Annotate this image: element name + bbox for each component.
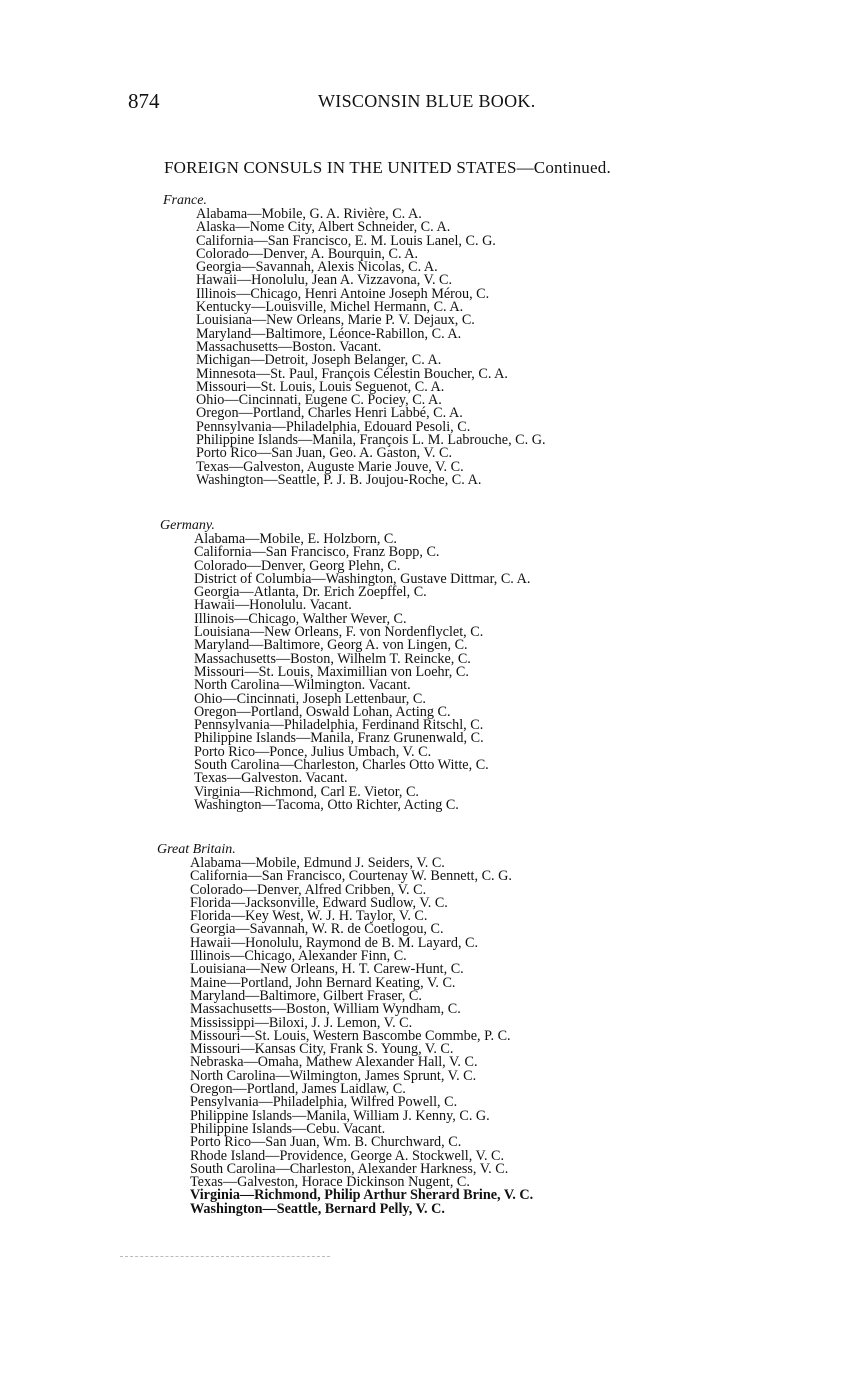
consul-entry: North Carolina—Wilmington. Vacant. [194, 677, 411, 694]
consul-entry: Massachusetts—Boston. Vacant. [196, 338, 382, 355]
consul-entry: Nebraska—Omaha, Mathew Alexander Hall, V. C. [190, 1054, 478, 1071]
consul-entry: Washington—Seattle, P. J. B. Joujou-Roche, C. A. [196, 471, 482, 488]
consul-entry: Pennsylvania—Philadelphia, Ferdinand Ritschl, C. [194, 717, 484, 734]
consul-entry: California—San Francisco, Franz Bopp, C. [194, 544, 440, 561]
consul-entry: Pennsylvania—Philadelphia, Edouard Pesoli, C. [196, 418, 471, 435]
consul-entry: Pensylvania—Philadelphia, Wilfred Powell, C. [190, 1094, 458, 1111]
running-head: WISCONSIN BLUE BOOK. [318, 91, 536, 111]
consul-entry: Washington—Tacoma, Otto Richter, Acting C. [194, 796, 459, 813]
consul-entry: Maine—Portland, John Bernard Keating, V. C. [190, 974, 456, 991]
consul-entry: Illinois—Chicago, Henri Antoine Joseph Mérou, C. [196, 285, 490, 302]
country-heading: Great Britain. [157, 842, 236, 857]
consul-entry: Philippine Islands—Cebu. Vacant. [190, 1120, 386, 1137]
consul-entry: Colorado—Denver, A. Bourquin, C. A. [196, 245, 419, 262]
consul-entry: Virginia—Richmond, Philip Arthur Sherard Brine, V. C. [190, 1187, 534, 1204]
consul-entry: Maryland—Baltimore, Gilbert Fraser, C. [190, 987, 422, 1004]
consul-entry: Ohio—Cincinnati, Eugene C. Pociey, C. A. [196, 392, 442, 409]
consul-entry: Michigan—Detroit, Joseph Belanger, C. A. [196, 352, 442, 369]
consul-entry: California—San Francisco, E. M. Louis Lanel, C. G. [196, 232, 496, 249]
consul-entry: South Carolina—Charleston, Charles Otto Witte, C. [194, 757, 489, 774]
consul-entry: California—San Francisco, Courtenay W. Bennett, C. G. [190, 868, 512, 885]
consul-entry: Georgia—Atlanta, Dr. Erich Zoepffel, C. [194, 584, 427, 601]
consul-entry: Hawaii—Honolulu, Raymond de B. M. Layard, C. [190, 934, 479, 951]
consul-entry: Philippine Islands—Manila, Franz Grunenwald, C. [194, 730, 484, 747]
consul-entry: Oregon—Portland, Charles Henri Labbé, C. A. [196, 405, 463, 422]
consul-entry: Louisiana—New Orleans, Marie P. V. Dejaux, C. [196, 312, 475, 329]
consul-entry: Porto Rico—San Juan, Wm. B. Churchward, C. [190, 1134, 462, 1151]
consul-entry: Ohio—Cincinnati, Joseph Lettenbaur, C. [194, 690, 426, 707]
consul-entry: Louisiana—New Orleans, F. von Nordenflyclet, C. [194, 624, 484, 641]
scan-smudge [120, 1256, 330, 1257]
consul-list-france [196, 208, 546, 487]
consul-entry: Kentucky—Louisville, Michel Hermann, C. A. [196, 299, 464, 316]
page-title: FOREIGN CONSULS IN THE UNITED STATES—Continued. [164, 158, 611, 177]
consul-entry: Massachusetts—Boston, Wilhelm T. Reincke, C. [194, 650, 471, 667]
consul-entry: Georgia—Savannah, Alexis Nicolas, C. A. [196, 259, 438, 276]
consul-entry: Washington—Seattle, Bernard Pelly, V. C. [190, 1200, 445, 1217]
consul-entry: Colorado—Denver, Georg Plehn, C. [194, 557, 401, 574]
consul-entry: Illinois—Chicago, Alexander Finn, C. [190, 948, 407, 965]
consul-entry: Minnesota—St. Paul, François Célestin Boucher, C. A. [196, 365, 508, 382]
section-great-britain [0, 843, 533, 1216]
consul-entry: Alabama—Mobile, E. Holzborn, C. [194, 531, 397, 547]
consul-entry: Porto Rico—San Juan, Geo. A. Gaston, V. C. [196, 445, 453, 462]
consul-entry: Georgia—Savannah, W. R. de Coetlogou, C. [190, 921, 444, 938]
country-heading: Germany. [160, 518, 215, 533]
consul-list-germany [194, 533, 530, 812]
consul-entry: Oregon—Portland, Oswald Lohan, Acting C. [194, 703, 451, 720]
consul-entry: Philippine Islands—Manila, François L. M. Labrouche, C. G. [196, 432, 546, 449]
consul-entry: Rhode Island—Providence, George A. Stockwell, V. C. [190, 1147, 505, 1164]
consul-entry: South Carolina—Charleston, Alexander Harkness, V. C. [190, 1160, 509, 1177]
consul-entry: Maryland—Baltimore, Georg A. von Lingen, C. [194, 637, 468, 654]
consul-entry: Philippine Islands—Manila, William J. Kenny, C. G. [190, 1107, 490, 1124]
consul-entry: Alaska—Nome City, Albert Schneider, C. A. [196, 219, 451, 236]
consul-entry: Virginia—Richmond, Carl E. Vietor, C. [194, 783, 419, 800]
consul-entry: Porto Rico—Ponce, Julius Umbach, V. C. [194, 743, 432, 760]
consul-entry: Hawaii—Honolulu, Jean A. Vizzavona, V. C. [196, 272, 453, 289]
consul-entry: Illinois—Chicago, Walther Wever, C. [194, 610, 407, 627]
consul-entry: Missouri—St. Louis, Louis Seguenot, C. A. [196, 378, 445, 395]
page-number: 874 [128, 89, 160, 113]
country-heading: France. [163, 193, 207, 208]
consul-entry: Texas—Galveston, Horace Dickinson Nugent, C. [190, 1174, 470, 1191]
consul-entry: Missouri—St. Louis, Maximillian von Loehr, C. [194, 663, 469, 680]
consul-entry: Florida—Jacksonville, Edward Sudlow, V. C. [190, 894, 448, 911]
consul-entry: District of Columbia—Washington, Gustave Dittmar, C. A. [194, 570, 531, 587]
consul-entry: Hawaii—Honolulu. Vacant. [194, 597, 352, 614]
consul-entry: Maryland—Baltimore, Léonce-Rabillon, C. A. [196, 325, 462, 342]
consul-entry: Alabama—Mobile, Edmund J. Seiders, V. C. [190, 855, 445, 871]
consul-entry: Florida—Key West, W. J. H. Taylor, V. C. [190, 908, 428, 925]
consul-entry: Colorado—Denver, Alfred Cribben, V. C. [190, 881, 427, 898]
consul-entry: Louisiana—New Orleans, H. T. Carew-Hunt, C. [190, 961, 464, 978]
consul-entry: Missouri—Kansas City, Frank S. Young, V. C. [190, 1041, 454, 1058]
section-germany [0, 519, 530, 812]
section-france [0, 194, 546, 487]
consul-entry: Texas—Galveston. Vacant. [194, 770, 348, 787]
consul-entry: Oregon—Portland, James Laidlaw, C. [190, 1081, 406, 1098]
consul-entry: Mississippi—Biloxi, J. J. Lemon, V. C. [190, 1014, 413, 1031]
consul-entry: Massachusetts—Boston, William Wyndham, C. [190, 1001, 461, 1018]
consul-list-great-britain [190, 857, 533, 1216]
consul-entry: Missouri—St. Louis, Western Bascombe Commbe, P. C. [190, 1027, 511, 1044]
consul-entry: North Carolina—Wilmington, James Sprunt, V. C. [190, 1067, 477, 1084]
consul-entry: Alabama—Mobile, G. A. Rivière, C. A. [196, 206, 422, 222]
consul-entry: Texas—Galveston, Auguste Marie Jouve, V. C. [196, 458, 464, 475]
